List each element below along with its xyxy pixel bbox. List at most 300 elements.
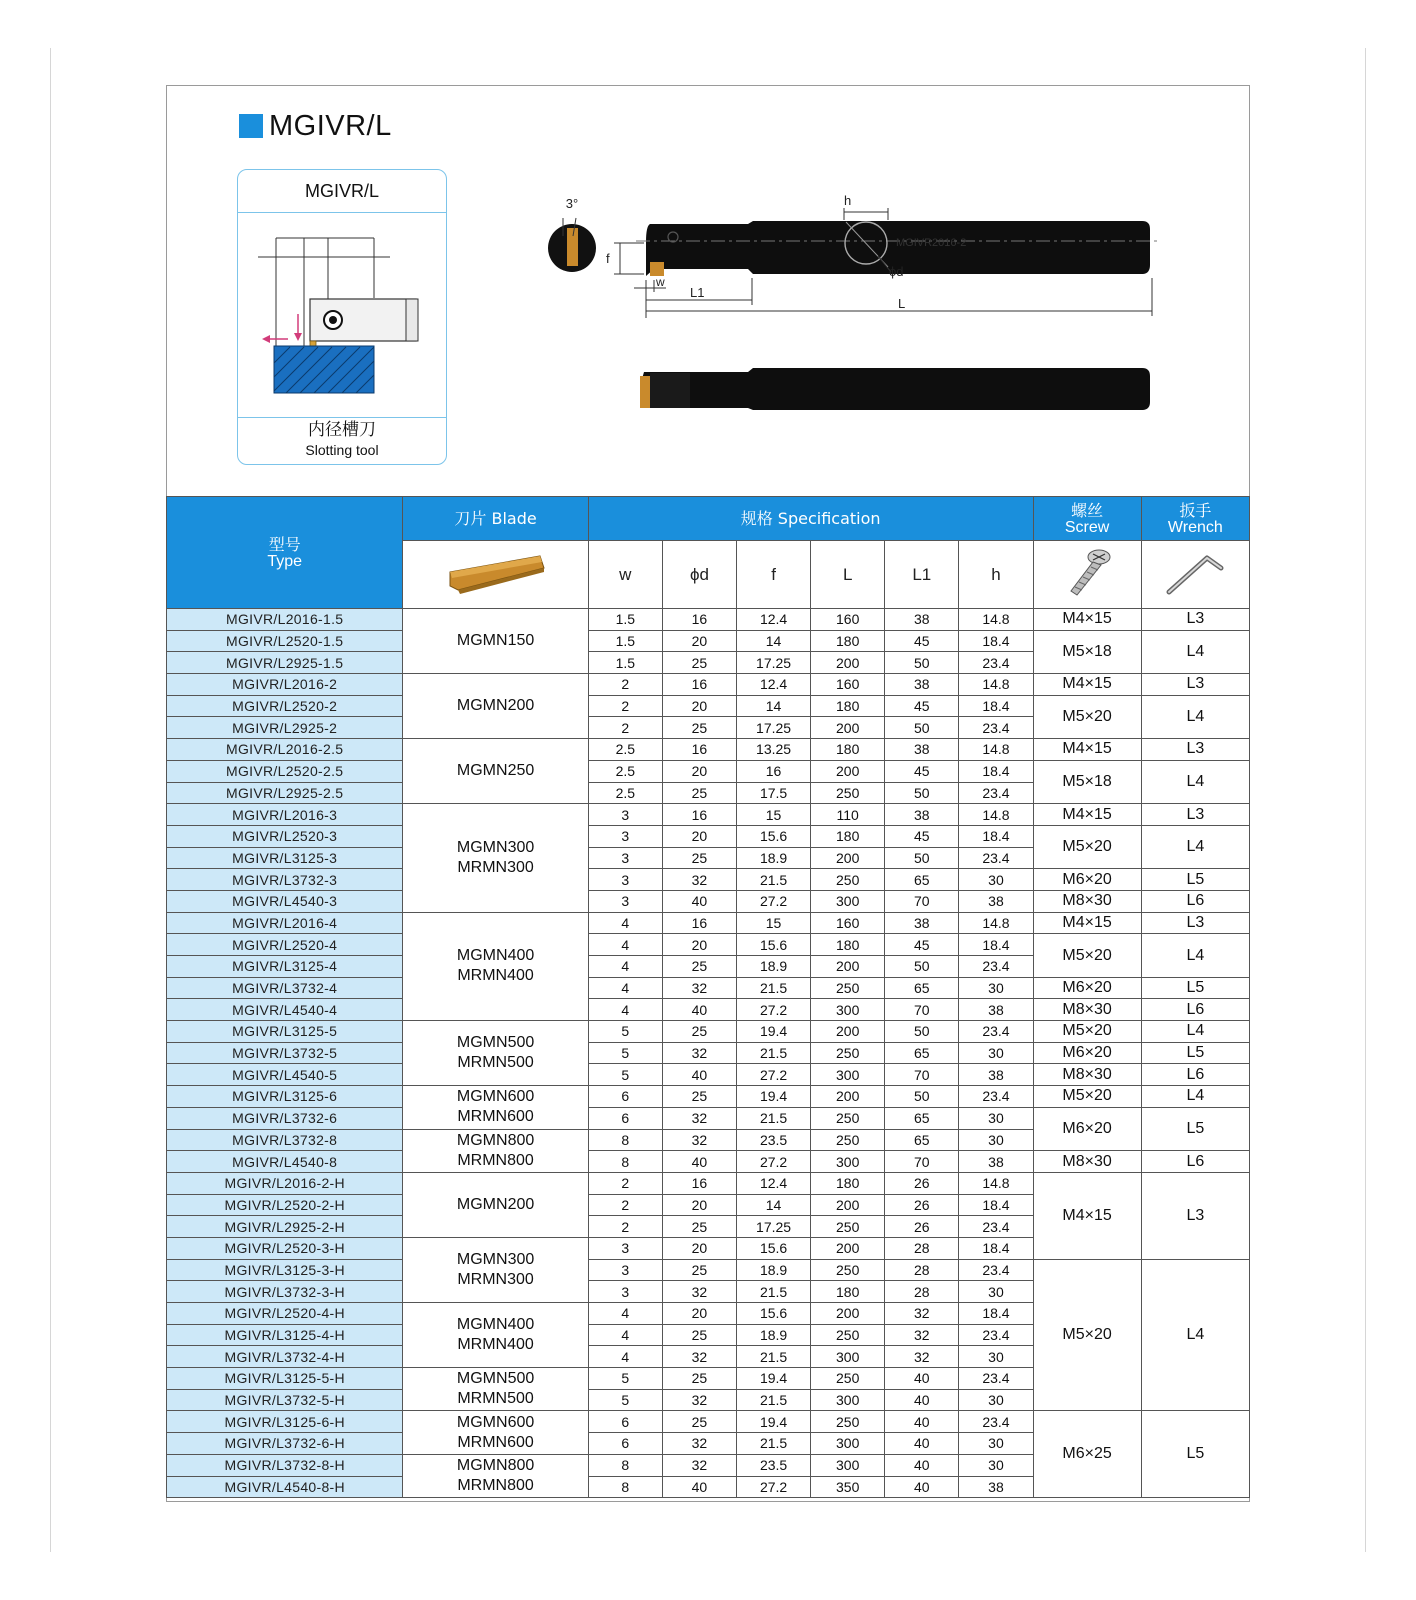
cell-h: 23.4	[959, 847, 1033, 869]
cell-f: 13.25	[737, 739, 811, 761]
cell-f: 21.5	[737, 1281, 811, 1303]
cell-type: MGIVR/L2016-2-H	[167, 1172, 403, 1194]
cell-screw: M5×18	[1033, 760, 1141, 803]
header-type-zh: 型号	[268, 534, 301, 554]
cell-wrench: L4	[1141, 1259, 1249, 1411]
end-view-icon	[548, 196, 596, 272]
blade-code: MRMN500	[457, 1054, 534, 1072]
cell-wrench: L6	[1141, 999, 1249, 1021]
cell-type: MGIVR/L3125-5-H	[167, 1368, 403, 1390]
card-label-en: Slotting tool	[305, 442, 379, 458]
header-screw	[1033, 497, 1141, 541]
cell-l1: 45	[885, 934, 959, 956]
cell-f: 18.9	[737, 956, 811, 978]
cell-type: MGIVR/L4540-8	[167, 1151, 403, 1173]
cell-l1: 45	[885, 825, 959, 847]
cell-l1: 28	[885, 1237, 959, 1259]
cell-blade	[403, 1454, 588, 1497]
cell-l: 250	[811, 977, 885, 999]
cell-blade	[403, 609, 588, 674]
cell-w: 2	[588, 1172, 662, 1194]
cell-l1: 38	[885, 739, 959, 761]
blade-code: MRMN600	[457, 1433, 534, 1451]
cell-f: 19.4	[737, 1086, 811, 1108]
cell-l1: 28	[885, 1259, 959, 1281]
cell-l1: 70	[885, 999, 959, 1021]
table-row	[167, 1042, 1250, 1064]
cell-l: 250	[811, 1107, 885, 1129]
cell-f: 17.25	[737, 1216, 811, 1238]
cell-blade	[403, 674, 588, 739]
cell-l1: 70	[885, 1151, 959, 1173]
cell-w: 2	[588, 1194, 662, 1216]
cell-l1: 26	[885, 1194, 959, 1216]
blade-code: MGMN250	[456, 762, 535, 780]
cell-blade	[403, 739, 588, 804]
dim-h-label: h	[844, 193, 852, 208]
cell-phi-d: 32	[662, 1107, 736, 1129]
table-row	[167, 912, 1250, 934]
cell-l1: 50	[885, 652, 959, 674]
header-spec	[588, 497, 1033, 541]
cell-f: 17.25	[737, 717, 811, 739]
cell-phi-d: 16	[662, 674, 736, 696]
cell-f: 19.4	[737, 1411, 811, 1433]
dim-w-label: w	[656, 275, 665, 289]
cell-type: MGIVR/L2520-2.5	[167, 760, 403, 782]
cell-f: 19.4	[737, 1368, 811, 1390]
table-row	[167, 1411, 1250, 1433]
cell-f: 15.6	[737, 1237, 811, 1259]
cell-f: 27.2	[737, 1151, 811, 1173]
blade-code: MGMN600	[456, 1413, 535, 1431]
cell-l: 200	[811, 1194, 885, 1216]
cell-w: 5	[588, 1389, 662, 1411]
cell-h: 30	[959, 1042, 1033, 1064]
cell-l: 250	[811, 1259, 885, 1281]
slotting-diagram-icon	[238, 213, 445, 417]
cell-w: 8	[588, 1476, 662, 1498]
cell-h: 14.8	[959, 674, 1033, 696]
blade-code: MRMN300	[457, 1270, 534, 1288]
header-wrench-zh: 扳手	[1179, 500, 1212, 520]
cell-blade	[403, 1129, 588, 1172]
cell-type: MGIVR/L3125-4-H	[167, 1324, 403, 1346]
cell-w: 8	[588, 1129, 662, 1151]
cell-screw: M8×30	[1033, 1064, 1141, 1086]
cell-l: 180	[811, 695, 885, 717]
cell-phi-d: 16	[662, 804, 736, 826]
cell-l1: 38	[885, 609, 959, 631]
table-row	[167, 869, 1250, 891]
cell-phi-d: 25	[662, 1086, 736, 1108]
cell-f: 15.6	[737, 825, 811, 847]
cell-w: 4	[588, 999, 662, 1021]
cell-l: 300	[811, 1151, 885, 1173]
cell-phi-d: 20	[662, 1237, 736, 1259]
cell-type: MGIVR/L3125-4	[167, 956, 403, 978]
cell-screw: M8×30	[1033, 890, 1141, 912]
cell-wrench: L4	[1141, 934, 1249, 977]
cell-type: MGIVR/L4540-8-H	[167, 1476, 403, 1498]
table-row	[167, 804, 1250, 826]
cell-l: 300	[811, 999, 885, 1021]
cell-type: MGIVR/L2016-2	[167, 674, 403, 696]
cell-f: 17.5	[737, 782, 811, 804]
cell-f: 21.5	[737, 977, 811, 999]
table-row	[167, 609, 1250, 631]
cell-f: 14	[737, 695, 811, 717]
cell-l1: 70	[885, 1064, 959, 1086]
cell-l: 250	[811, 1368, 885, 1390]
cell-type: MGIVR/L2520-4	[167, 934, 403, 956]
header-h: h	[959, 541, 1033, 609]
header-wrench-en: Wrench	[1167, 518, 1223, 536]
cell-type: MGIVR/L2016-4	[167, 912, 403, 934]
table-row	[167, 1107, 1250, 1129]
bar-marking: MGIVR2016-2	[896, 237, 967, 249]
cell-blade	[403, 912, 588, 1020]
cell-type: MGIVR/L3732-3	[167, 869, 403, 891]
cell-w: 2.5	[588, 760, 662, 782]
cell-phi-d: 25	[662, 1259, 736, 1281]
cell-wrench: L3	[1141, 1172, 1249, 1259]
cell-phi-d: 20	[662, 760, 736, 782]
table-row	[167, 977, 1250, 999]
cell-phi-d: 32	[662, 1042, 736, 1064]
cell-h: 23.4	[959, 1324, 1033, 1346]
cell-w: 1.5	[588, 630, 662, 652]
cell-l1: 38	[885, 912, 959, 934]
cell-h: 18.4	[959, 1237, 1033, 1259]
cell-phi-d: 16	[662, 912, 736, 934]
cell-l1: 38	[885, 804, 959, 826]
page-title	[239, 108, 392, 144]
cell-type: MGIVR/L3732-3-H	[167, 1281, 403, 1303]
cell-blade	[403, 1172, 588, 1237]
cell-type: MGIVR/L4540-3	[167, 890, 403, 912]
cell-type: MGIVR/L3732-4	[167, 977, 403, 999]
blade-code: MGMN300	[456, 1250, 535, 1268]
blade-code: MGMN800	[456, 1457, 535, 1474]
cell-f: 27.2	[737, 999, 811, 1021]
cell-phi-d: 40	[662, 1064, 736, 1086]
cell-h: 14.8	[959, 804, 1033, 826]
cell-screw: M4×15	[1033, 674, 1141, 696]
cell-h: 30	[959, 1389, 1033, 1411]
blade-insert-icon	[444, 550, 548, 596]
cell-phi-d: 20	[662, 1303, 736, 1325]
cell-phi-d: 25	[662, 1021, 736, 1043]
title-square-icon	[239, 114, 263, 138]
table-row	[167, 674, 1250, 696]
cell-wrench: L5	[1141, 1042, 1249, 1064]
cell-f: 21.5	[737, 1346, 811, 1368]
cell-f: 21.5	[737, 1042, 811, 1064]
cell-w: 3	[588, 847, 662, 869]
cell-h: 30	[959, 869, 1033, 891]
cell-type: MGIVR/L2520-3	[167, 825, 403, 847]
cell-phi-d: 20	[662, 934, 736, 956]
cell-type: MGIVR/L2520-4-H	[167, 1303, 403, 1325]
cell-blade	[403, 1368, 588, 1411]
header-f: f	[737, 541, 811, 609]
cell-h: 23.4	[959, 1368, 1033, 1390]
dim-f-label: f	[606, 251, 610, 266]
cell-type: MGIVR/L2925-2	[167, 717, 403, 739]
cell-phi-d: 32	[662, 1129, 736, 1151]
blade-code: MRMN400	[457, 967, 534, 985]
cell-w: 2	[588, 717, 662, 739]
cell-l: 180	[811, 1172, 885, 1194]
cell-screw: M6×20	[1033, 1107, 1141, 1150]
cell-type: MGIVR/L3125-6-H	[167, 1411, 403, 1433]
cell-blade	[403, 804, 588, 912]
cell-wrench: L5	[1141, 1411, 1249, 1498]
cell-phi-d: 32	[662, 1433, 736, 1455]
cell-phi-d: 20	[662, 1194, 736, 1216]
cell-f: 21.5	[737, 1433, 811, 1455]
blade-code: MGMN500	[456, 1034, 535, 1052]
cell-l1: 50	[885, 847, 959, 869]
cell-screw: M4×15	[1033, 1172, 1141, 1259]
cell-l1: 50	[885, 1086, 959, 1108]
cell-blade	[403, 1237, 588, 1302]
cell-w: 4	[588, 977, 662, 999]
cell-w: 2	[588, 1216, 662, 1238]
cell-w: 4	[588, 1346, 662, 1368]
cell-w: 3	[588, 825, 662, 847]
cell-type: MGIVR/L3732-6	[167, 1107, 403, 1129]
angle-label: 3°	[565, 196, 579, 211]
cell-w: 8	[588, 1151, 662, 1173]
cell-type: MGIVR/L2016-3	[167, 804, 403, 826]
cell-h: 14.8	[959, 609, 1033, 631]
cell-phi-d: 32	[662, 977, 736, 999]
cell-type: MGIVR/L3125-6	[167, 1086, 403, 1108]
dim-l-label: L	[898, 296, 906, 311]
cell-wrench: L6	[1141, 1151, 1249, 1173]
cell-type: MGIVR/L3732-4-H	[167, 1346, 403, 1368]
cell-l: 180	[811, 739, 885, 761]
cell-w: 3	[588, 1237, 662, 1259]
blade-code: MRMN800	[457, 1477, 534, 1494]
table-row	[167, 695, 1250, 717]
cell-f: 23.5	[737, 1454, 811, 1476]
cell-type: MGIVR/L3732-8	[167, 1129, 403, 1151]
cell-f: 21.5	[737, 1107, 811, 1129]
cell-h: 38	[959, 1064, 1033, 1086]
cell-w: 1.5	[588, 652, 662, 674]
table-row	[167, 630, 1250, 652]
table-row	[167, 1172, 1250, 1194]
page-edge-right	[1365, 48, 1366, 1552]
cell-h: 30	[959, 1281, 1033, 1303]
cell-h: 30	[959, 1433, 1033, 1455]
cell-l: 160	[811, 674, 885, 696]
cell-h: 30	[959, 1129, 1033, 1151]
cell-f: 27.2	[737, 1476, 811, 1498]
cell-h: 18.4	[959, 630, 1033, 652]
cell-w: 3	[588, 1259, 662, 1281]
blade-code: MRMN800	[457, 1151, 534, 1169]
cell-l: 250	[811, 782, 885, 804]
cell-w: 5	[588, 1042, 662, 1064]
cell-wrench: L3	[1141, 674, 1249, 696]
cell-type: MGIVR/L2925-2-H	[167, 1216, 403, 1238]
cell-screw: M5×18	[1033, 630, 1141, 673]
cell-h: 23.4	[959, 1411, 1033, 1433]
cell-l: 200	[811, 1237, 885, 1259]
blade-code: MGMN150	[456, 632, 535, 650]
wrench-image	[1141, 541, 1249, 609]
card-label-zh: 内径槽刀	[308, 420, 376, 440]
cell-l1: 50	[885, 956, 959, 978]
cell-l: 110	[811, 804, 885, 826]
dim-l1-label: L1	[690, 285, 705, 300]
header-l: L	[811, 541, 885, 609]
cell-h: 18.4	[959, 1303, 1033, 1325]
cell-f: 15.6	[737, 1303, 811, 1325]
header-screw-en: Screw	[1064, 518, 1110, 536]
cell-l1: 45	[885, 630, 959, 652]
table-row	[167, 1086, 1250, 1108]
cell-type: MGIVR/L3732-5-H	[167, 1389, 403, 1411]
cell-l1: 65	[885, 1129, 959, 1151]
cell-type: MGIVR/L3732-6-H	[167, 1433, 403, 1455]
cell-screw: M8×30	[1033, 1151, 1141, 1173]
cell-l: 200	[811, 652, 885, 674]
cell-l: 180	[811, 825, 885, 847]
cell-l: 300	[811, 1346, 885, 1368]
blade-code: MGMN500	[456, 1370, 535, 1388]
cell-phi-d: 16	[662, 739, 736, 761]
cell-phi-d: 16	[662, 1172, 736, 1194]
cell-w: 3	[588, 804, 662, 826]
cell-phi-d: 32	[662, 869, 736, 891]
cell-f: 12.4	[737, 609, 811, 631]
cell-wrench: L3	[1141, 739, 1249, 761]
cell-type: MGIVR/L4540-5	[167, 1064, 403, 1086]
cell-w: 2.5	[588, 782, 662, 804]
cell-l1: 40	[885, 1433, 959, 1455]
cell-phi-d: 20	[662, 695, 736, 717]
cell-w: 3	[588, 1281, 662, 1303]
cell-screw: M4×15	[1033, 739, 1141, 761]
cell-f: 21.5	[737, 1389, 811, 1411]
cell-type: MGIVR/L2016-2.5	[167, 739, 403, 761]
table-row	[167, 1259, 1250, 1281]
cell-phi-d: 32	[662, 1346, 736, 1368]
table-row	[167, 999, 1250, 1021]
cell-h: 18.4	[959, 760, 1033, 782]
cell-screw: M6×25	[1033, 1411, 1141, 1498]
screw-image	[1033, 541, 1141, 609]
cell-h: 18.4	[959, 1194, 1033, 1216]
cell-w: 6	[588, 1107, 662, 1129]
cell-phi-d: 40	[662, 1151, 736, 1173]
cell-h: 23.4	[959, 1259, 1033, 1281]
cell-h: 14.8	[959, 912, 1033, 934]
cell-w: 2	[588, 674, 662, 696]
cell-l1: 32	[885, 1346, 959, 1368]
cell-phi-d: 32	[662, 1389, 736, 1411]
cell-f: 12.4	[737, 1172, 811, 1194]
header-phi-d: ϕd	[662, 541, 736, 609]
cell-w: 3	[588, 869, 662, 891]
table-row	[167, 934, 1250, 956]
header-spec-label: 规格 Specification	[740, 508, 881, 528]
cell-l: 250	[811, 1042, 885, 1064]
cell-l1: 45	[885, 760, 959, 782]
cell-l: 160	[811, 912, 885, 934]
header-type-en: Type	[267, 552, 303, 570]
cell-type: MGIVR/L3125-3-H	[167, 1259, 403, 1281]
cell-w: 2	[588, 695, 662, 717]
page-edge-left	[50, 48, 51, 1552]
blade-code: MRMN300	[457, 858, 534, 876]
cell-f: 27.2	[737, 1064, 811, 1086]
table-row	[167, 1021, 1250, 1043]
allen-wrench-icon	[1163, 548, 1227, 598]
cell-w: 8	[588, 1454, 662, 1476]
spec-table	[166, 496, 1250, 1498]
cell-w: 5	[588, 1368, 662, 1390]
cell-h: 30	[959, 977, 1033, 999]
cell-type: MGIVR/L2925-2.5	[167, 782, 403, 804]
cell-l: 200	[811, 956, 885, 978]
cell-phi-d: 25	[662, 847, 736, 869]
cell-screw: M4×15	[1033, 804, 1141, 826]
cell-l: 200	[811, 1086, 885, 1108]
cell-type: MGIVR/L2520-3-H	[167, 1237, 403, 1259]
cell-screw: M5×20	[1033, 1021, 1141, 1043]
cell-blade	[403, 1411, 588, 1454]
cell-wrench: L6	[1141, 890, 1249, 912]
cell-f: 21.5	[737, 869, 811, 891]
cell-type: MGIVR/L2016-1.5	[167, 609, 403, 631]
cell-l1: 40	[885, 1411, 959, 1433]
cell-l1: 65	[885, 977, 959, 999]
blade-code: MGMN200	[456, 697, 535, 715]
cell-l1: 70	[885, 890, 959, 912]
cell-phi-d: 25	[662, 717, 736, 739]
cell-l1: 28	[885, 1281, 959, 1303]
cell-type: MGIVR/L2520-1.5	[167, 630, 403, 652]
cell-phi-d: 40	[662, 890, 736, 912]
cell-h: 23.4	[959, 956, 1033, 978]
cell-l1: 65	[885, 1042, 959, 1064]
cell-screw: M6×20	[1033, 869, 1141, 891]
cell-h: 14.8	[959, 739, 1033, 761]
header-screw-zh: 螺丝	[1071, 500, 1104, 520]
cell-l1: 40	[885, 1454, 959, 1476]
cell-phi-d: 16	[662, 609, 736, 631]
cell-l: 300	[811, 1433, 885, 1455]
table-row	[167, 1151, 1250, 1173]
cell-f: 18.9	[737, 1324, 811, 1346]
card-header: MGIVR/L	[238, 170, 446, 213]
cell-l: 350	[811, 1476, 885, 1498]
cell-phi-d: 20	[662, 825, 736, 847]
cell-l: 200	[811, 1303, 885, 1325]
cell-l: 200	[811, 717, 885, 739]
cell-screw: M5×20	[1033, 1259, 1141, 1411]
cell-h: 18.4	[959, 825, 1033, 847]
cell-wrench: L4	[1141, 1086, 1249, 1108]
blade-code: MGMN400	[456, 947, 535, 965]
cell-screw: M4×15	[1033, 912, 1141, 934]
